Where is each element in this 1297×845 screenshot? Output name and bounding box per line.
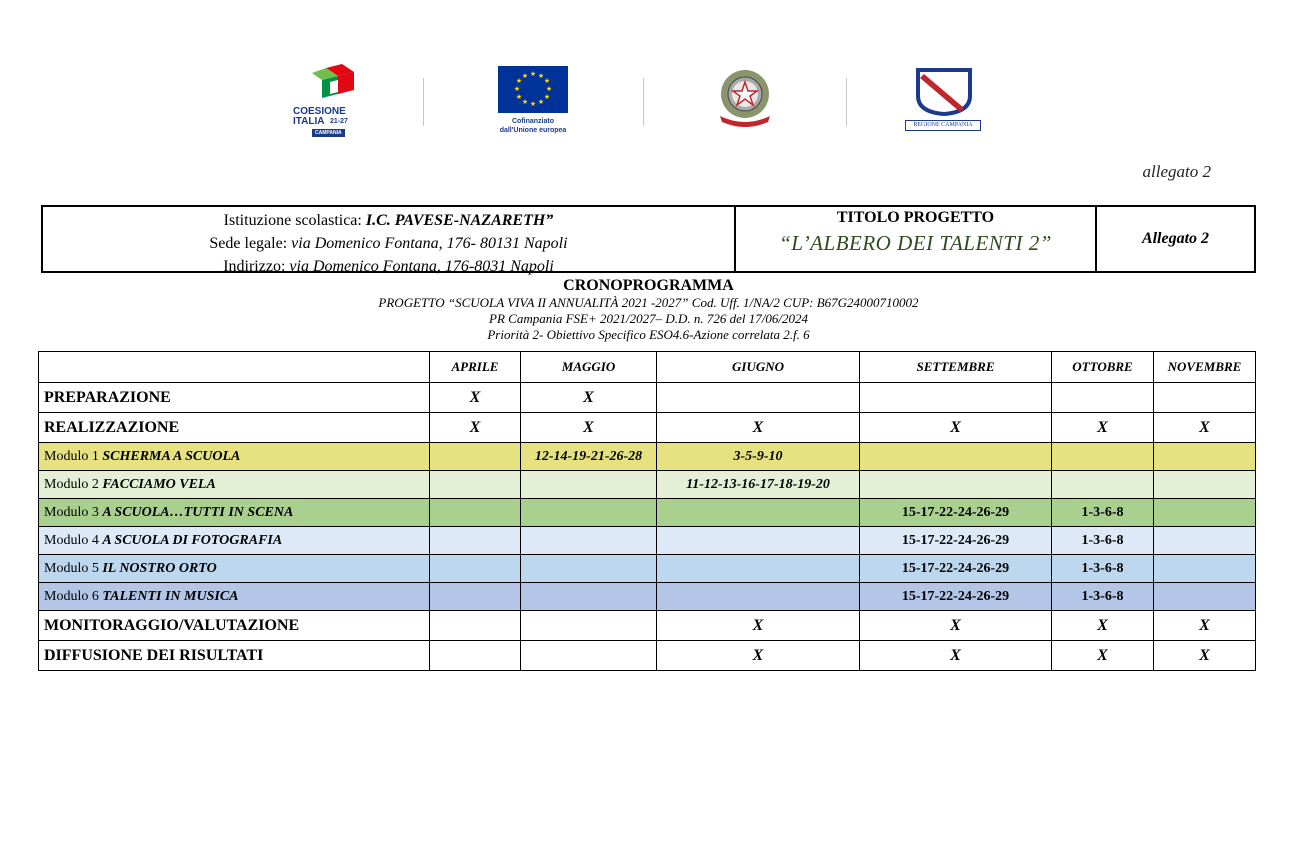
row-label: MONITORAGGIO/VALUTAZIONE xyxy=(39,611,430,641)
module-name: FACCIAMO VELA xyxy=(102,476,216,492)
row-realizzazione xyxy=(39,413,1256,443)
cell-ottobre xyxy=(1052,383,1154,413)
cell-maggio: X xyxy=(521,413,657,443)
module-name: SCHERMA A SCUOLA xyxy=(102,448,241,464)
svg-text:★: ★ xyxy=(543,77,551,85)
cell-ottobre xyxy=(1052,443,1154,471)
allegato-label: allegato 2 xyxy=(1142,162,1211,181)
header-blank xyxy=(39,352,430,383)
cell-giugno: X xyxy=(657,641,860,671)
cell-ottobre: X xyxy=(1052,413,1154,443)
years-word: 21-27 xyxy=(330,118,348,125)
project-header-box xyxy=(41,205,1256,273)
cell-maggio xyxy=(521,527,657,555)
row-label: REALIZZAZIONE xyxy=(39,413,430,443)
month-maggio: MAGGIO xyxy=(521,352,657,383)
month-aprile: APRILE xyxy=(430,352,521,383)
svg-text:★: ★ xyxy=(537,72,545,80)
cell-novembre xyxy=(1154,471,1256,499)
cell-settembre: X xyxy=(860,641,1052,671)
eu-flag-icon xyxy=(498,66,568,113)
cell-novembre xyxy=(1154,499,1256,527)
module-prefix: Modulo 2 xyxy=(44,476,103,492)
logo-divider xyxy=(423,78,424,126)
sede-value: via Domenico Fontana, 176- 80131 Napoli xyxy=(291,235,568,252)
cell-novembre: X xyxy=(1154,611,1256,641)
cell-novembre xyxy=(1154,443,1256,471)
cell-giugno xyxy=(657,583,860,611)
module-name: A SCUOLA…TUTTI IN SCENA xyxy=(102,504,294,520)
module-prefix: Modulo 4 xyxy=(44,532,103,548)
sede-label: Sede legale: xyxy=(209,235,292,252)
row-modulo-6 xyxy=(39,583,1256,611)
svg-text:★: ★ xyxy=(529,100,537,108)
crono-line-3: Priorità 2- Obiettivo Specifico ESO4.6-Azione correlata 2.f. 6 xyxy=(487,327,810,342)
cell-aprile: X xyxy=(430,383,521,413)
cell-maggio xyxy=(521,611,657,641)
cell-ottobre: 1-3-6-8 xyxy=(1052,583,1154,611)
cell-giugno xyxy=(657,527,860,555)
module-name: IL NOSTRO ORTO xyxy=(102,560,217,576)
campania-banner: REGIONE CAMPANIA xyxy=(905,120,981,131)
cell-settembre: 15-17-22-24-26-29 xyxy=(860,527,1052,555)
cronoprogramma-heading xyxy=(0,276,1297,343)
cell-giugno xyxy=(657,383,860,413)
month-novembre: NOVEMBRE xyxy=(1154,352,1256,383)
cell-aprile xyxy=(430,499,521,527)
schedule-table xyxy=(38,351,1256,671)
svg-text:★: ★ xyxy=(521,98,529,106)
svg-text:★: ★ xyxy=(529,70,537,78)
eu-caption-2: dall'Unione europea xyxy=(499,127,567,134)
row-monitoraggio xyxy=(39,611,1256,641)
cell-settembre xyxy=(860,471,1052,499)
cell-novembre xyxy=(1154,383,1256,413)
cell-settembre xyxy=(860,383,1052,413)
cell-giugno: 3-5-9-10 xyxy=(657,443,860,471)
cell-maggio: 12-14-19-21-26-28 xyxy=(521,443,657,471)
istituzione-label: Istituzione scolastica: xyxy=(223,212,366,229)
svg-text:★: ★ xyxy=(515,77,523,85)
indirizzo-value: via Domenico Fontana, 176-8031 Napoli xyxy=(289,258,554,275)
row-label: DIFFUSIONE DEI RISULTATI xyxy=(39,641,430,671)
module-name: A SCUOLA DI FOTOGRAFIA xyxy=(102,532,283,548)
school-info xyxy=(43,207,736,275)
crono-line-2: PR Campania FSE+ 2021/2027– D.D. n. 726 del 17/06/2024 xyxy=(489,311,808,326)
cell-novembre: X xyxy=(1154,641,1256,671)
cell-ottobre: 1-3-6-8 xyxy=(1052,555,1154,583)
cell-novembre xyxy=(1154,555,1256,583)
italian-republic-emblem xyxy=(712,64,778,134)
svg-text:★: ★ xyxy=(513,85,521,93)
eu-caption-1: Cofinanziato xyxy=(512,118,554,125)
cell-maggio: X xyxy=(521,383,657,413)
titolo-label: TITOLO PROGETTO xyxy=(836,209,995,226)
month-header-row xyxy=(39,352,1256,383)
row-modulo-3 xyxy=(39,499,1256,527)
module-label xyxy=(39,555,430,583)
module-label xyxy=(39,527,430,555)
coesione-word: COESIONE xyxy=(293,106,346,117)
istituzione-value: I.C. PAVESE-NAZARETH” xyxy=(365,212,554,229)
emblem-icon xyxy=(712,64,778,134)
istituzione-line xyxy=(43,209,734,232)
logo-divider xyxy=(643,78,644,126)
cell-novembre xyxy=(1154,583,1256,611)
cell-giugno: X xyxy=(657,413,860,443)
cell-aprile xyxy=(430,611,521,641)
row-modulo-2 xyxy=(39,471,1256,499)
cell-maggio xyxy=(521,555,657,583)
row-modulo-5 xyxy=(39,555,1256,583)
row-preparazione xyxy=(39,383,1256,413)
regione-campania-logo xyxy=(905,66,983,142)
cell-maggio xyxy=(521,583,657,611)
svg-text:★: ★ xyxy=(543,93,551,101)
cell-aprile xyxy=(430,471,521,499)
cell-settembre: X xyxy=(860,413,1052,443)
sede-line xyxy=(43,232,734,255)
module-label xyxy=(39,583,430,611)
indirizzo-label: Indirizzo: xyxy=(223,258,290,275)
logo-bar xyxy=(0,60,1297,150)
svg-text:★: ★ xyxy=(521,72,529,80)
cell-ottobre xyxy=(1052,471,1154,499)
cell-aprile xyxy=(430,583,521,611)
cell-ottobre: 1-3-6-8 xyxy=(1052,527,1154,555)
month-ottobre: OTTOBRE xyxy=(1052,352,1154,383)
logo-divider xyxy=(846,78,847,126)
svg-text:★: ★ xyxy=(515,93,523,101)
cell-ottobre: X xyxy=(1052,611,1154,641)
eu-logo xyxy=(487,66,579,146)
cell-giugno: X xyxy=(657,611,860,641)
svg-text:★: ★ xyxy=(545,85,553,93)
row-modulo-1 xyxy=(39,443,1256,471)
project-title-cell xyxy=(736,207,1097,271)
cell-aprile xyxy=(430,555,521,583)
cell-maggio xyxy=(521,499,657,527)
cell-settembre: 15-17-22-24-26-29 xyxy=(860,555,1052,583)
cell-settembre xyxy=(860,443,1052,471)
cell-aprile xyxy=(430,527,521,555)
cell-giugno: 11-12-13-16-17-18-19-20 xyxy=(657,471,860,499)
month-settembre: SETTEMBRE xyxy=(860,352,1052,383)
module-label xyxy=(39,499,430,527)
cell-ottobre: X xyxy=(1052,641,1154,671)
cell-settembre: X xyxy=(860,611,1052,641)
titolo-value: “L’ALBERO DEI TALENTI 2” xyxy=(779,231,1052,255)
module-label xyxy=(39,443,430,471)
coesione-italia-logo xyxy=(290,64,360,144)
row-modulo-4 xyxy=(39,527,1256,555)
indirizzo-line xyxy=(43,255,734,278)
italia-word: ITALIA xyxy=(293,116,325,127)
cell-aprile xyxy=(430,443,521,471)
campania-shield-icon xyxy=(914,66,974,118)
cell-aprile: X xyxy=(430,413,521,443)
cell-ottobre: 1-3-6-8 xyxy=(1052,499,1154,527)
module-prefix: Modulo 3 xyxy=(44,504,103,520)
allegato-cell: Allegato 2 xyxy=(1141,230,1210,247)
row-label: PREPARAZIONE xyxy=(39,383,430,413)
module-prefix: Modulo 1 xyxy=(44,448,103,464)
month-giugno: GIUGNO xyxy=(657,352,860,383)
cell-novembre xyxy=(1154,527,1256,555)
crono-title: CRONOPROGRAMMA xyxy=(563,277,734,294)
cell-novembre: X xyxy=(1154,413,1256,443)
cell-maggio xyxy=(521,641,657,671)
campania-badge: CAMPANIA xyxy=(312,129,345,137)
cell-giugno xyxy=(657,499,860,527)
module-label xyxy=(39,471,430,499)
module-prefix: Modulo 6 xyxy=(44,588,103,604)
module-name: TALENTI IN MUSICA xyxy=(102,588,239,604)
crono-line-1: PROGETTO “SCUOLA VIVA II ANNUALITÀ 2021 -2027” Cod. Uff. 1/NA/2 CUP: B67G24000710002 xyxy=(378,295,919,310)
row-diffusione xyxy=(39,641,1256,671)
cell-giugno xyxy=(657,555,860,583)
coesione-cube-icon xyxy=(304,64,364,106)
cell-aprile xyxy=(430,641,521,671)
svg-text:★: ★ xyxy=(537,98,545,106)
cell-settembre: 15-17-22-24-26-29 xyxy=(860,499,1052,527)
module-prefix: Modulo 5 xyxy=(44,560,103,576)
cell-settembre: 15-17-22-24-26-29 xyxy=(860,583,1052,611)
cell-maggio xyxy=(521,471,657,499)
